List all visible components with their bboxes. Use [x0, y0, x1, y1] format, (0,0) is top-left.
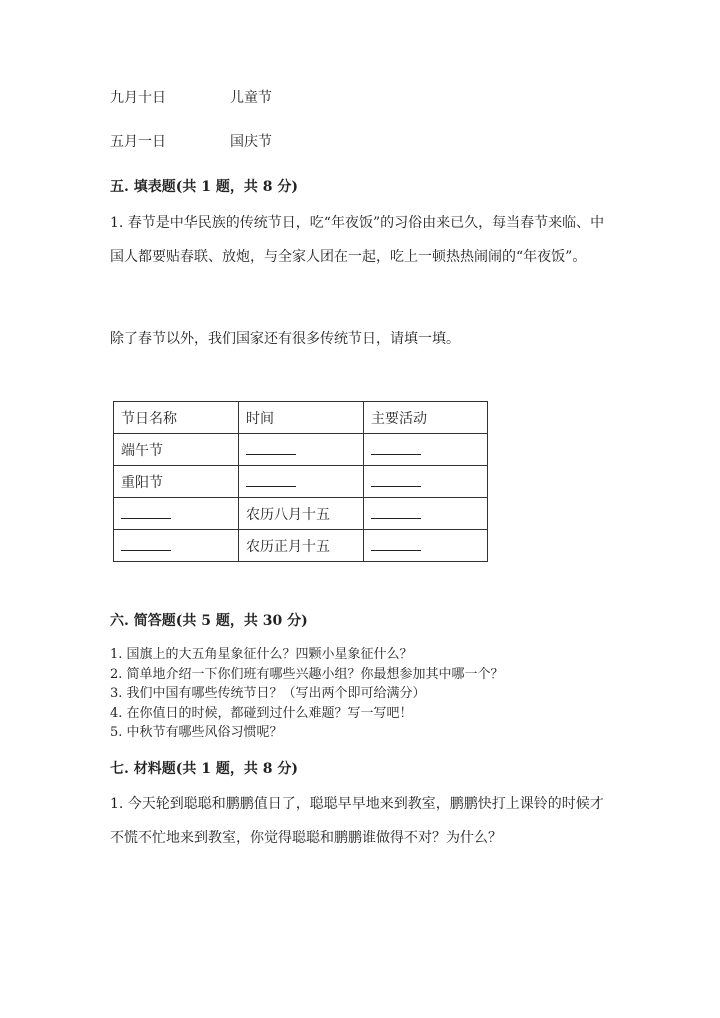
list-item: 1. 国旗上的大五角星象征什么？四颗小星象征什么？	[110, 647, 413, 662]
table-header-cell: 时间	[239, 402, 364, 434]
answer-blank[interactable]	[121, 537, 171, 551]
table-row	[114, 466, 488, 498]
table-header-cell: 节日名称	[114, 402, 239, 434]
matching-row-2	[110, 133, 272, 151]
section5-question-text: 1. 春节是中华民族的传统节日，吃“年夜饭”的习俗由来已久，每当春节来临、中国人都要贴春联、放炮，与全家人团在一起，吃上一顿热热闹闹的“年夜饭”。	[110, 215, 605, 265]
answer-blank-cell[interactable]	[114, 530, 239, 562]
section6-heading: 六. 简答题(共 5 题，共 30 分)	[110, 613, 308, 629]
table-header-row	[114, 402, 488, 434]
festival-name-cell: 重阳节	[114, 466, 239, 498]
list-item: 5. 中秋节有哪些风俗习惯呢？	[110, 725, 283, 740]
matching-festival: 国庆节	[230, 134, 272, 150]
answer-blank[interactable]	[371, 473, 421, 487]
festival-name-cell: 端午节	[114, 434, 239, 466]
section5-paragraph	[110, 206, 610, 274]
list-item: 4. 在你值日的时候，都碰到过什么难题？写一写吧！	[110, 705, 413, 721]
answer-blank[interactable]	[371, 505, 421, 519]
list-item: 3. 我们中国有哪些传统节日？（写出两个即可给满分）	[110, 686, 426, 701]
table-row	[114, 530, 488, 562]
answer-blank[interactable]	[246, 473, 296, 487]
matching-row-1	[110, 89, 272, 107]
answer-blank-cell[interactable]	[114, 498, 239, 530]
festival-date-cell: 农历八月十五	[239, 498, 364, 530]
answer-blank-cell[interactable]	[364, 434, 488, 466]
section5-instruction	[110, 322, 610, 356]
festival-date-cell: 农历正月十五	[239, 530, 364, 562]
table-row	[114, 498, 488, 530]
answer-blank[interactable]	[246, 441, 296, 455]
list-item: 2. 简单地介绍一下你们班有哪些兴趣小组？你最想参加其中哪一个？	[110, 666, 504, 682]
section6-question-list	[110, 645, 504, 743]
section7-heading: 七. 材料题(共 1 题，共 8 分)	[110, 761, 298, 777]
table-row	[114, 434, 488, 466]
festival-table	[113, 401, 488, 562]
answer-blank[interactable]	[371, 537, 421, 551]
answer-blank-cell[interactable]	[239, 434, 364, 466]
answer-blank[interactable]	[121, 505, 171, 519]
matching-festival: 儿童节	[230, 90, 272, 106]
section7-paragraph	[110, 787, 610, 855]
matching-date: 九月十日	[110, 90, 166, 106]
answer-blank[interactable]	[371, 441, 421, 455]
matching-date: 五月一日	[110, 134, 166, 150]
answer-blank-cell[interactable]	[239, 466, 364, 498]
answer-blank-cell[interactable]	[364, 466, 488, 498]
section5-heading: 五. 填表题(共 1 题，共 8 分)	[110, 179, 298, 195]
answer-blank-cell[interactable]	[364, 530, 488, 562]
table-header-cell: 主要活动	[364, 402, 488, 434]
section7-question-text: 1. 今天轮到聪聪和鹏鹏值日了，聪聪早早地来到教室，鹏鹏快打上课铃的时候才不慌不忙地来到教室，你觉得聪聪和鹏鹏谁做得不对？为什么？	[110, 796, 604, 846]
section5-instruction-text: 除了春节以外，我们国家还有很多传统节日，请填一填。	[110, 331, 460, 347]
answer-blank-cell[interactable]	[364, 498, 488, 530]
